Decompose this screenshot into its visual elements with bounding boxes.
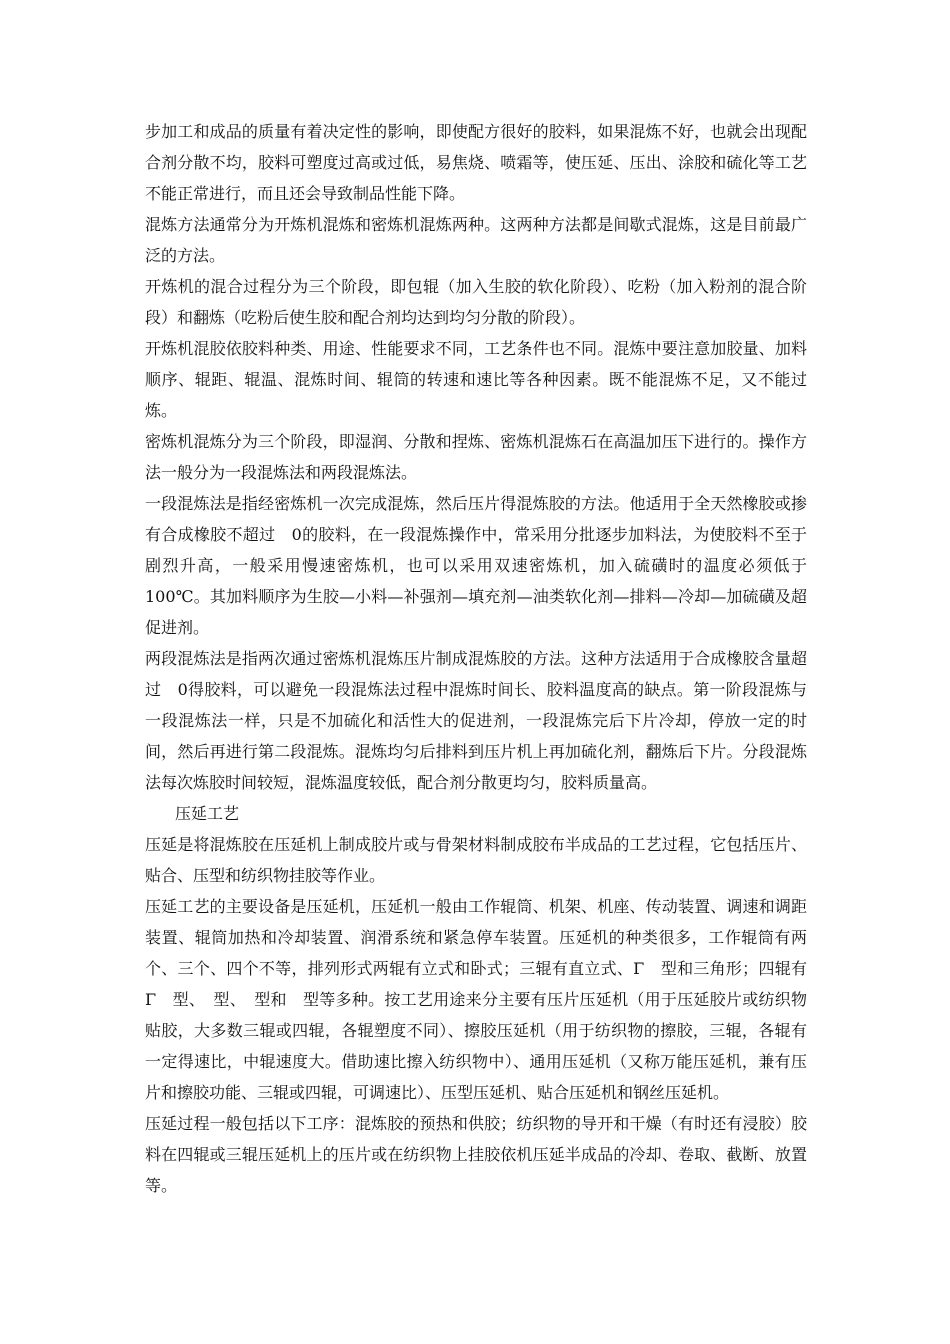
paragraph-internal-mixer-stages: 密炼机混炼分为三个阶段，即湿润、分散和捏炼、密炼机混炼石在高温加压下进行的。操作方法一般分为一段混炼法和两段混炼法。 xyxy=(145,432,807,482)
paragraph-open-mill-conditions: 开炼机混胶依胶料种类、用途、性能要求不同，工艺条件也不同。混炼中要注意加胶量、加料顺序、辊距、辊温、混炼时间、辊筒的转速和速比等各种因素。既不能混炼不足，又不能过炼。 xyxy=(145,339,807,420)
document-body xyxy=(145,116,807,1201)
paragraph-open-mill-stages: 开炼机的混合过程分为三个阶段，即包辊（加入生胶的软化阶段）、吃粉（加入粉剂的混合阶段）和翻炼（吃粉后使生胶和配合剂均达到均匀分散的阶段）。 xyxy=(145,277,807,327)
paragraph-single-stage-mixing: 一段混炼法是指经密炼机一次完成混炼，然后压片得混炼胶的方法。他适用于全天然橡胶或掺有合成橡胶不超过 0的胶料，在一段混炼操作中，常采用分批逐步加料法，为使胶料不至于剧烈升高，一般采用慢速密炼机，也可以采用双速密炼机，加入硫磺时的温度必须低于 100℃。其加料顺序为生胶—小料—补强剂—填充剂—油类软化剂—排料—冷却—加硫磺及超促进剂。 xyxy=(145,494,807,637)
paragraph-calender-equipment: 压延工艺的主要设备是压延机，压延机一般由工作辊筒、机架、机座、传动装置、调速和调距装置、辊筒加热和冷却装置、润滑系统和紧急停车装置。压延机的种类很多，工作辊筒有两个、三个、四个不等，排列形式两辊有立式和卧式；三辊有直立式、Γ 型和三角形；四辊有 Γ 型、 型、 型和 型等多种。按工艺用途来分主要有压片压延机（用于压延胶片或纺织物贴胶，大多数三辊或四辊，各辊塑度不同）、擦胶压延机（用于纺织物的擦胶，三辊，各辊有一定得速比，中辊速度大。借助速比擦入纺织物中）、通用压延机（又称万能压延机，兼有压片和擦胶功能、三辊或四辊，可调速比）、压型压延机、贴合压延机和钢丝压延机。 xyxy=(145,897,807,1102)
paragraph-mixing-methods: 混炼方法通常分为开炼机混炼和密炼机混炼两种。这两种方法都是间歇式混炼，这是目前最广泛的方法。 xyxy=(145,215,807,265)
paragraph-calendering-definition: 压延是将混炼胶在压延机上制成胶片或与骨架材料制成胶布半成品的工艺过程，它包括压片、贴合、压型和纺织物挂胶等作业。 xyxy=(145,835,807,885)
paragraph-calendering-process: 压延过程一般包括以下工序：混炼胶的预热和供胶；纺织物的导开和干燥（有时还有浸胶）胶料在四辊或三辊压延机上的压片或在纺织物上挂胶依机压延半成品的冷却、卷取、截断、放置等。 xyxy=(145,1114,807,1195)
paragraph-two-stage-mixing: 两段混炼法是指两次通过密炼机混炼压片制成混炼胶的方法。这种方法适用于合成橡胶含量超过 0得胶料，可以避免一段混炼法过程中混炼时间长、胶料温度高的缺点。第一阶段混炼与一段混炼法一样，只是不加硫化和活性大的促进剂，一段混炼完后下片冷却，停放一定的时间，然后再进行第二段混炼。混炼均匀后排料到压片机上再加硫化剂，翻炼后下片。分段混炼法每次炼胶时间较短，混炼温度较低，配合剂分散更均匀，胶料质量高。 xyxy=(145,649,807,792)
paragraph-mixing-quality: 步加工和成品的质量有着决定性的影响，即使配方很好的胶料，如果混炼不好，也就会出现配合剂分散不均，胶料可塑度过高或过低，易焦烧、喷霜等，使压延、压出、涂胶和硫化等工艺不能正常进行，而且还会导致制品性能下降。 xyxy=(145,122,807,203)
section-heading-calendering: 压延工艺 xyxy=(175,804,240,823)
